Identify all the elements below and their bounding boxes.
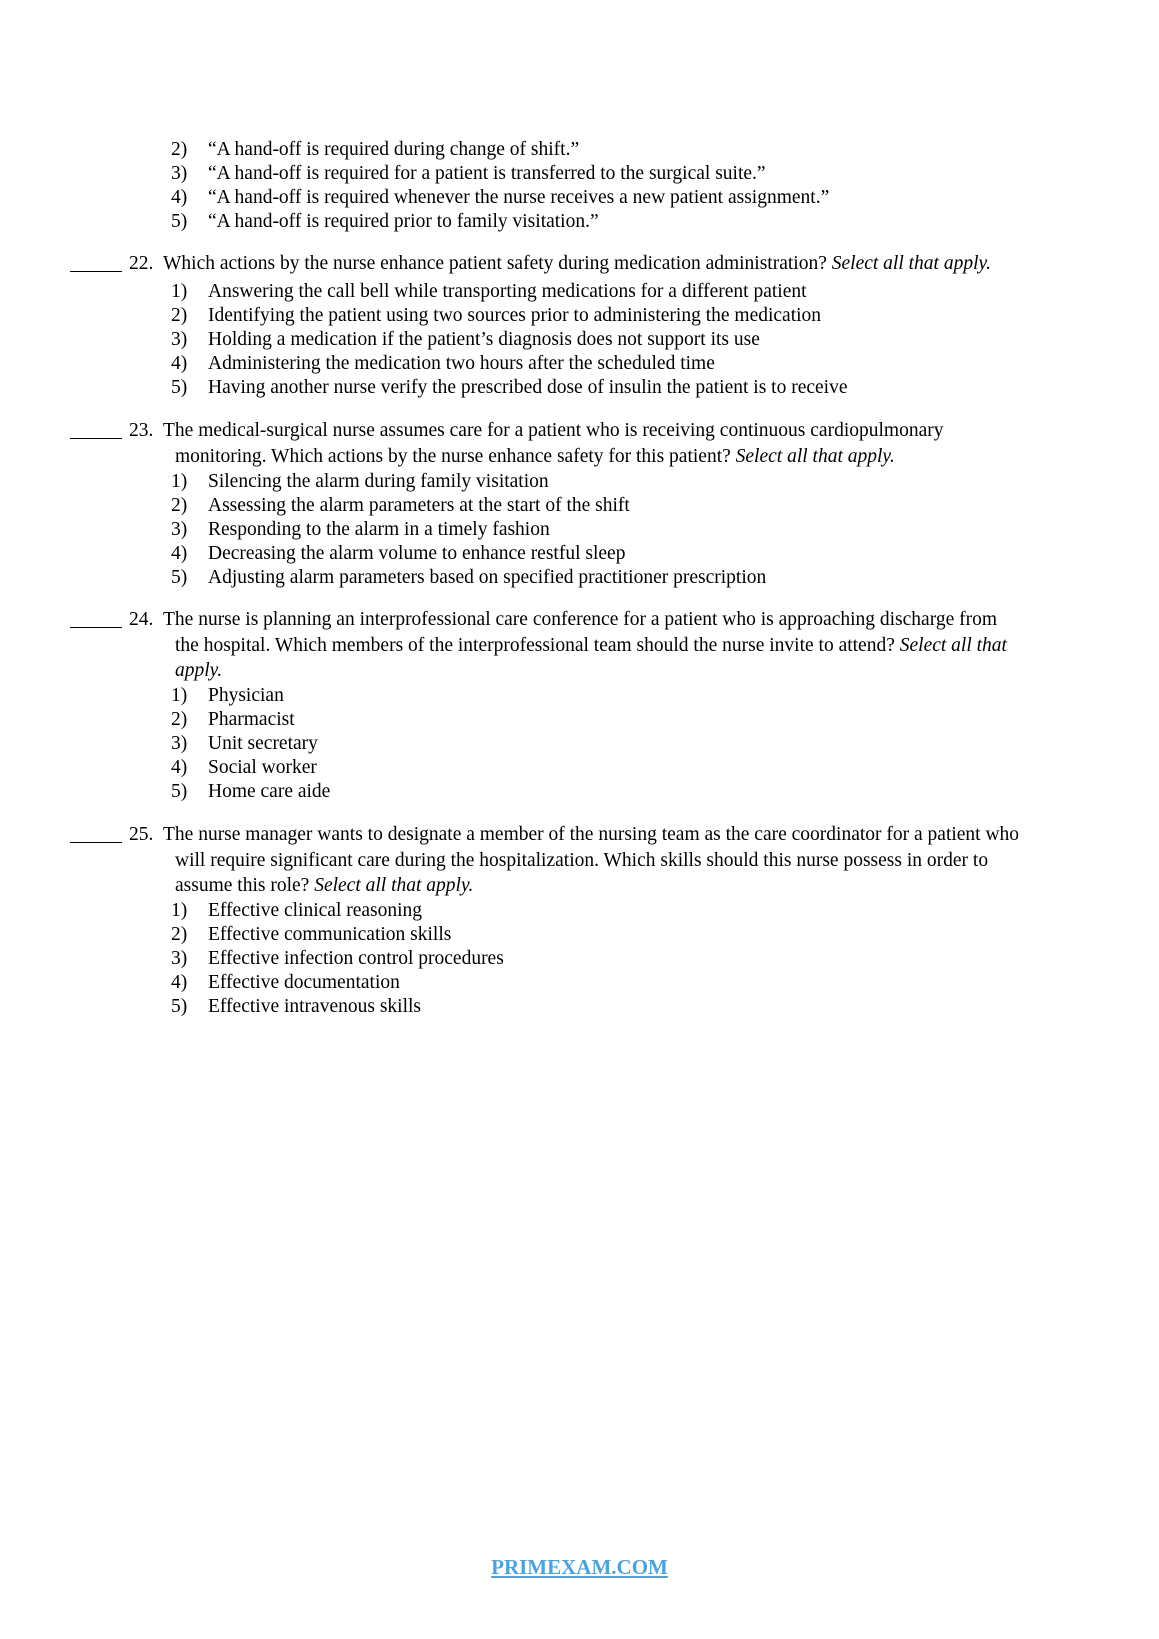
- footer-link[interactable]: PRIMEXAM.COM: [491, 1555, 668, 1579]
- question-instruction: apply.: [175, 660, 223, 681]
- question-text: Which actions by the nurse enhance patient safety during medication administration? Select all that apply.: [163, 253, 991, 274]
- question-text: The nurse manager wants to designate a member of the nursing team as the care coordinator for a patient who: [163, 824, 1020, 845]
- question-number: 25.: [129, 824, 154, 845]
- question-instruction: Select all that: [899, 635, 1007, 656]
- question-text: The medical-surgical nurse assumes care for a patient who is receiving continuous cardiopulmonary: [163, 420, 944, 441]
- question-instruction: Select all that apply.: [314, 875, 474, 896]
- answer-blank[interactable]: [70, 627, 122, 628]
- question-text: The nurse is planning an interprofessional care conference for a patient who is approaching discharge from: [163, 609, 998, 630]
- question-instruction: Select all that apply.: [831, 253, 991, 274]
- question-text: monitoring. Which actions by the nurse enhance safety for this patient? Select all that apply.: [175, 446, 895, 467]
- answer-blank[interactable]: [70, 842, 122, 843]
- question-instruction: Select all that apply.: [735, 446, 895, 467]
- question-text: the hospital. Which members of the interprofessional team should the nurse invite to attend? Select all that: [175, 635, 1007, 656]
- question-number: 24.: [129, 609, 154, 630]
- question-number: 22.: [129, 253, 154, 274]
- document-page: 2) “A hand-off is required during change of shift.” 3) “A hand-off is required for a patient is transferred to the surgical suite.” 4) “A hand-off is required whenever the nurse receives a new patient assignment.” 5) “A hand-off is required prior to family visitation.” 22. Which actions by the nurse enhance patient safety during medication administration? Select all that apply. 1) Answering the call bell while transporting medications for a different patient 2) Identifying the patient using two sources prior to administering the medication 3) Holding a medication if the patient’s diagnosis does not support its use 4) Administering the medication two hours after the scheduled time 5) Having another nurse verify the prescribed dose of insulin the patient is to receive 23. The medical-surgical nurse assumes care for a patient who is receiving continuous cardiopulmonary monitoring. Which actions by the nurse enhance safety for this patient? Select all that apply. 1) Silencing the alarm during family visitation 2) Assessing the alarm parameters at the start of the shift 3) Responding to the alarm in a timely fashion 4) Decreasing the alarm volume to enhance restful sleep 5) Adjusting alarm parameters based on specified practitioner prescription 24. The nurse is planning an interprofessional care conference for a patient who is approaching discharge from the hospital. Which members of the interprofessional team should the nurse invite to attend? Select all that apply. 1) Physician 2) Pharmacist 3) Unit secretary 4) Social worker 5) Home care aide 25. The nurse manager wants to designate a member of the nursing team as the care coordinator for a patient who will require significant care during the hospitalization. Which skills should this nurse possess in order to assume this role? Select all that apply. 1) Effective clinical reasoning 2) Effective communication skills 3) Effective infection control procedures 4) Effective documentation 5) Effective intravenous skills PRIMEXAM.COM: [0, 0, 1159, 1639]
- question-text: assume this role? Select all that apply.: [175, 875, 474, 896]
- answer-blank[interactable]: [70, 271, 122, 272]
- question-number: 23.: [129, 420, 154, 441]
- answer-blank[interactable]: [70, 438, 122, 439]
- question-text: will require significant care during the hospitalization. Which skills should this nurse possess in order to: [175, 850, 989, 871]
